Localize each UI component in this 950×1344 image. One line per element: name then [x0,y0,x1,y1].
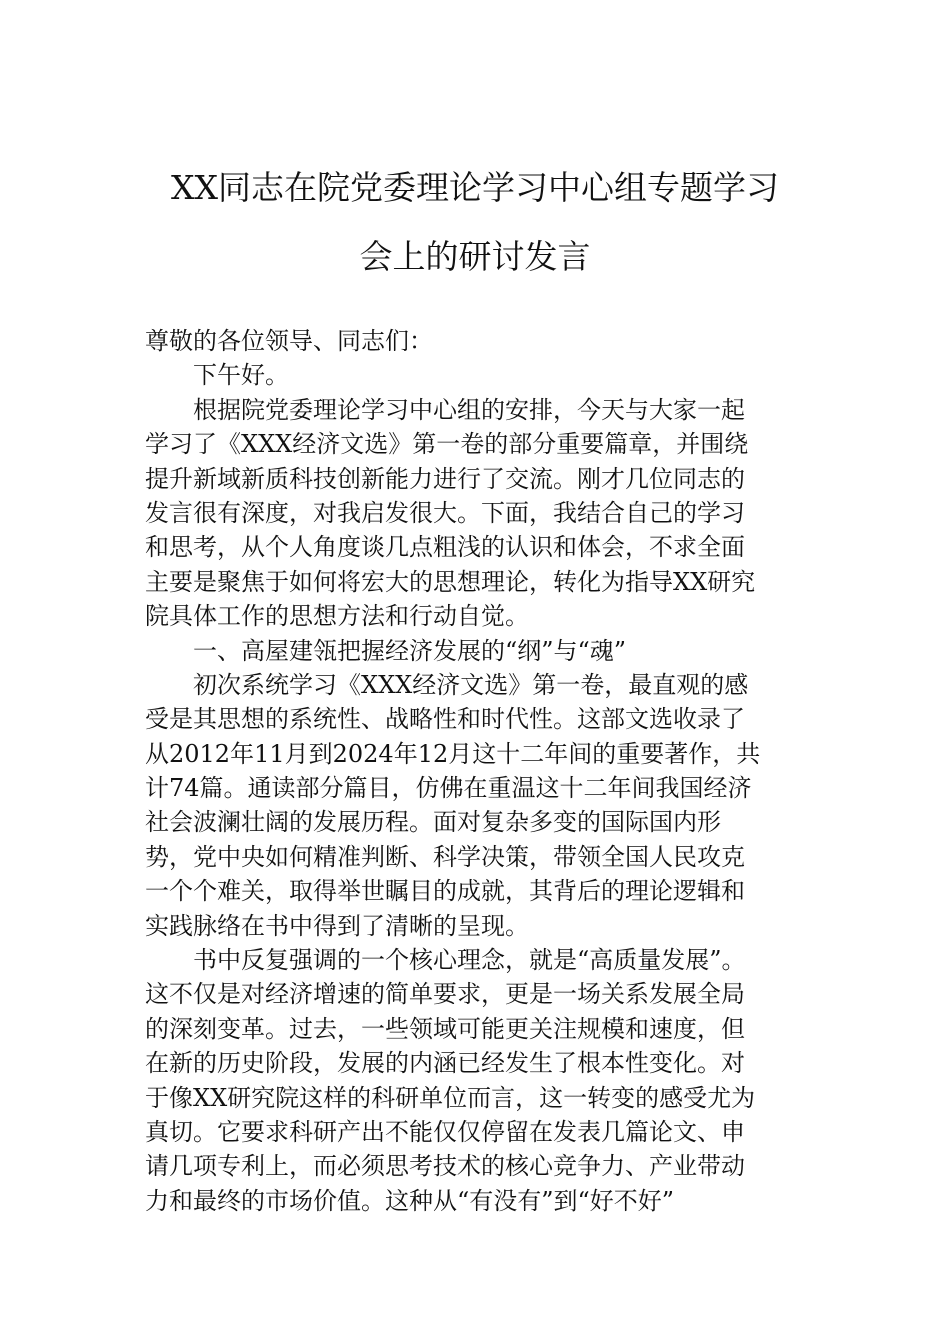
document-title-line-1: XX同志在院党委理论学习中心组专题学习 [171,168,779,207]
paragraph-line: 书中反复强调的一个核心理念，就是“高质量发展”。 [193,946,746,975]
paragraph-line: 根据院党委理论学习中心组的安排，今天与大家一起 [193,395,745,424]
paragraph-line: 的深刻变革。过去，一些领域可能更关注规模和速度，但 [145,1014,745,1043]
paragraph-line: 这不仅是对经济增速的简单要求，更是一场关系发展全局 [145,980,745,1009]
paragraph-line: 计74篇。通读部分篇目，仿佛在重温这十二年间我国经济 [145,774,752,803]
paragraph-line: 初次系统学习《XXX经济文选》第一卷，最直观的感 [193,670,749,699]
paragraph-line: 力和最终的市场价值。这种从“有没有”到“好不好” [145,1186,675,1215]
paragraph-line: 院具体工作的思想方法和行动自觉。 [145,602,529,631]
paragraph-line: 请几项专利上，而必须思考技术的核心竞争力、产业带动 [145,1152,745,1181]
salutation: 尊敬的各位领导、同志们： [145,327,433,355]
paragraph-line: 发言很有深度，对我启发很大。下面，我结合自己的学习 [145,498,745,527]
document-body [145,324,810,1218]
paragraph-line: 提升新域新质科技创新能力进行了交流。刚才几位同志的 [145,464,745,493]
paragraph-line: 一个个难关，取得举世瞩目的成就，其背后的理论逻辑和 [145,877,745,906]
paragraph-line: 和思考，从个人角度谈几点粗浅的认识和体会，不求全面 [145,533,745,562]
greeting: 下午好。 [193,361,289,390]
paragraph-line: 主要是聚焦于如何将宏大的思想理论，转化为指导XX研究 [145,567,756,596]
paragraph-line: 从2012年11月到2024年12月这十二年间的重要著作，共 [145,739,761,768]
paragraph-line: 在新的历史阶段，发展的内涵已经发生了根本性变化。对 [145,1049,745,1078]
paragraph-line: 实践脉络在书中得到了清晰的呈现。 [145,911,529,940]
paragraph-line: 受是其思想的系统性、战略性和时代性。这部文选收录了 [145,705,745,734]
paragraph-line: 学习了《XXX经济文选》第一卷的部分重要篇章，并围绕 [145,430,749,459]
paragraph-line: 势，党中央如何精准判断、科学决策，带领全国人民攻克 [145,842,745,871]
document-title-line-2: 会上的研讨发言 [359,237,591,276]
paragraph-line: 真切。它要求科研产出不能仅仅停留在发表几篇论文、申 [145,1117,745,1146]
section-heading: 一、高屋建瓴把握经济发展的“纲”与“魂” [193,636,627,665]
paragraph-line: 于像XX研究院这样的科研单位而言，这一转变的感受尤为 [145,1083,756,1112]
paragraph-line: 社会波澜壮阔的发展历程。面对复杂多变的国际国内形 [145,808,721,837]
